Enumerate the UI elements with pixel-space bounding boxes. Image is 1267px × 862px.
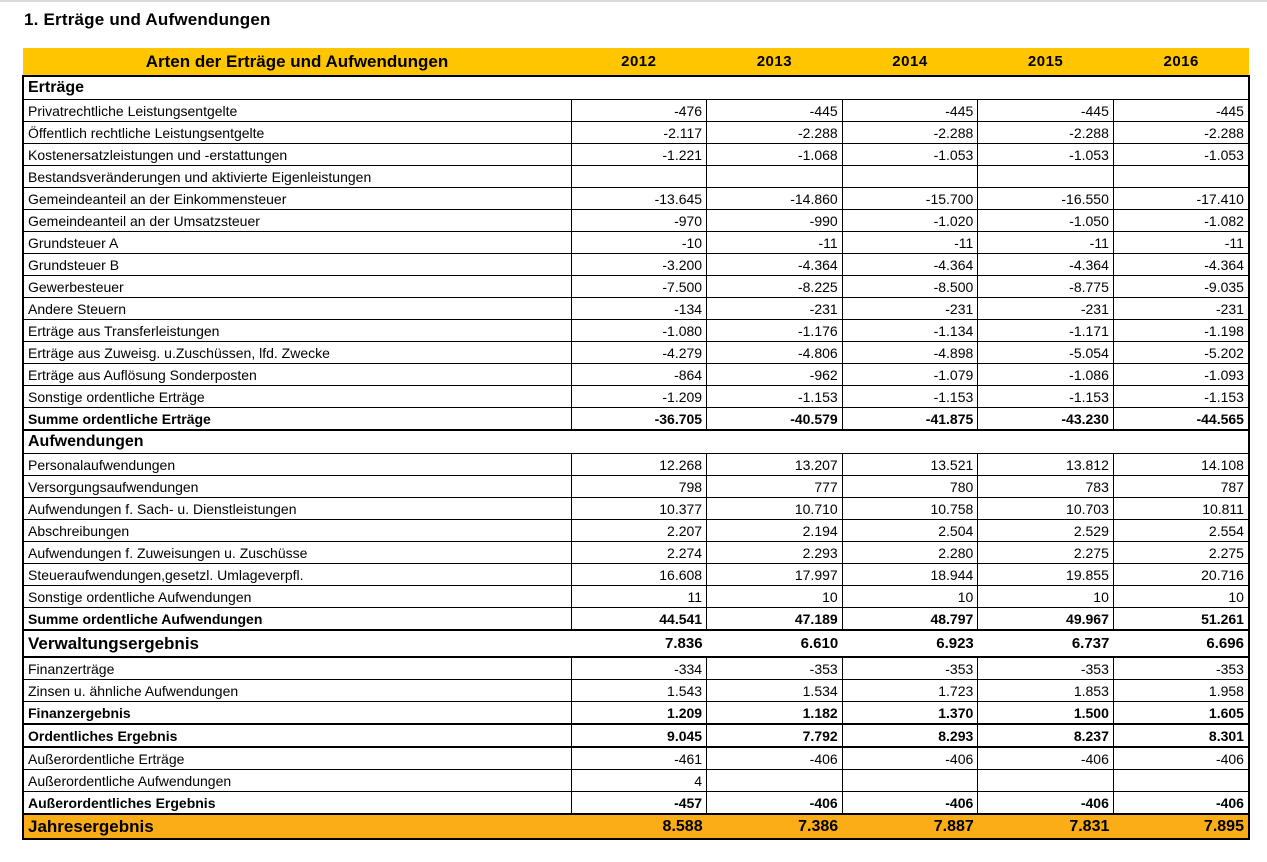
row-label: Gemeindeanteil an der Umsatzsteuer xyxy=(23,210,571,232)
cell-value: 10.710 xyxy=(707,498,843,520)
cell-value: -445 xyxy=(1113,100,1249,122)
year-column-header: 2016 xyxy=(1113,48,1249,76)
table-row xyxy=(23,476,1249,498)
cell-value: -457 xyxy=(571,792,707,815)
table-row xyxy=(23,724,1249,747)
cell-value: 780 xyxy=(842,476,978,498)
cell-value: -9.035 xyxy=(1113,276,1249,298)
row-label: Steueraufwendungen,gesetzl. Umlageverpfl. xyxy=(23,564,571,586)
table-row xyxy=(23,770,1249,792)
cell-value: -2.288 xyxy=(978,122,1114,144)
cell-value: 1.500 xyxy=(978,702,1114,725)
cell-value: -353 xyxy=(1113,657,1249,680)
cell-value: -231 xyxy=(1113,298,1249,320)
cell-value: -1.053 xyxy=(978,144,1114,166)
table-row xyxy=(23,144,1249,166)
row-label: Erträge aus Auflösung Sonderposten xyxy=(23,364,571,386)
row-label: Verwaltungsergebnis xyxy=(23,630,571,657)
cell-value: 6.737 xyxy=(978,630,1114,657)
cell-value: 783 xyxy=(978,476,1114,498)
cell-value xyxy=(571,166,707,188)
cell-value: -334 xyxy=(571,657,707,680)
cell-value: 16.608 xyxy=(571,564,707,586)
table-row xyxy=(23,498,1249,520)
cell-value: 777 xyxy=(707,476,843,498)
cell-value: 8.237 xyxy=(978,724,1114,747)
cell-value: -5.202 xyxy=(1113,342,1249,364)
row-label: Finanzergebnis xyxy=(23,702,571,725)
cell-value: -44.565 xyxy=(1113,408,1249,431)
table-row xyxy=(23,657,1249,680)
cell-value: -406 xyxy=(842,747,978,770)
cell-value: 1.723 xyxy=(842,680,978,702)
cell-value: 2.280 xyxy=(842,542,978,564)
cell-value: -4.364 xyxy=(978,254,1114,276)
cell-value: -17.410 xyxy=(1113,188,1249,210)
table-body xyxy=(23,76,1249,839)
cell-value xyxy=(842,166,978,188)
row-label: Gemeindeanteil an der Einkommensteuer xyxy=(23,188,571,210)
cell-value: 6.696 xyxy=(1113,630,1249,657)
cell-value: 2.275 xyxy=(978,542,1114,564)
table-row xyxy=(23,298,1249,320)
cell-value: 13.521 xyxy=(842,454,978,476)
row-label: Aufwendungen f. Zuweisungen u. Zuschüsse xyxy=(23,542,571,564)
row-label: Andere Steuern xyxy=(23,298,571,320)
year-column-header: 2013 xyxy=(707,48,843,76)
cell-value: 13.812 xyxy=(978,454,1114,476)
row-label: Jahresergebnis xyxy=(23,814,571,839)
row-label: Abschreibungen xyxy=(23,520,571,542)
row-label: Personalaufwendungen xyxy=(23,454,571,476)
cell-value: -8.225 xyxy=(707,276,843,298)
table-row xyxy=(23,232,1249,254)
cell-value: 20.716 xyxy=(1113,564,1249,586)
cell-value: -1.198 xyxy=(1113,320,1249,342)
cell-value: -1.093 xyxy=(1113,364,1249,386)
table-row xyxy=(23,276,1249,298)
cell-value: -445 xyxy=(978,100,1114,122)
table-row xyxy=(23,386,1249,408)
cell-value xyxy=(842,770,978,792)
row-label: Versorgungsaufwendungen xyxy=(23,476,571,498)
cell-value: 787 xyxy=(1113,476,1249,498)
cell-value: -1.086 xyxy=(978,364,1114,386)
cell-value: -10 xyxy=(571,232,707,254)
table-row xyxy=(23,210,1249,232)
row-label: Sonstige ordentliche Erträge xyxy=(23,386,571,408)
row-label: Gewerbesteuer xyxy=(23,276,571,298)
table-row xyxy=(23,564,1249,586)
cell-value: -1.020 xyxy=(842,210,978,232)
cell-value: -2.288 xyxy=(1113,122,1249,144)
cell-value: -1.068 xyxy=(707,144,843,166)
cell-value xyxy=(978,770,1114,792)
cell-value: -4.279 xyxy=(571,342,707,364)
cell-value: 7.792 xyxy=(707,724,843,747)
cell-value: 7.895 xyxy=(1113,814,1249,839)
cell-value: 1.853 xyxy=(978,680,1114,702)
year-column-header: 2012 xyxy=(571,48,707,76)
cell-value: -1.221 xyxy=(571,144,707,166)
cell-value: 8.588 xyxy=(571,814,707,839)
table-row xyxy=(23,254,1249,276)
cell-value: -1.079 xyxy=(842,364,978,386)
cell-value: -962 xyxy=(707,364,843,386)
cell-value: 44.541 xyxy=(571,608,707,631)
table-row xyxy=(23,702,1249,725)
cell-value xyxy=(707,770,843,792)
cell-value: -353 xyxy=(978,657,1114,680)
cell-value: 18.944 xyxy=(842,564,978,586)
row-label: Grundsteuer A xyxy=(23,232,571,254)
table-row xyxy=(23,542,1249,564)
cell-value: 17.997 xyxy=(707,564,843,586)
cell-value: -353 xyxy=(707,657,843,680)
cell-value: 8.293 xyxy=(842,724,978,747)
cell-value: -41.875 xyxy=(842,408,978,431)
row-label: Privatrechtliche Leistungsentgelte xyxy=(23,100,571,122)
cell-value: -11 xyxy=(842,232,978,254)
cell-value: -445 xyxy=(707,100,843,122)
table-header-row xyxy=(23,48,1249,76)
cell-value: 798 xyxy=(571,476,707,498)
table-row xyxy=(23,454,1249,476)
cell-value: 1.605 xyxy=(1113,702,1249,725)
cell-value: -3.200 xyxy=(571,254,707,276)
cell-value: 1.534 xyxy=(707,680,843,702)
row-label: Außerordentliche Erträge xyxy=(23,747,571,770)
cell-value: -4.898 xyxy=(842,342,978,364)
cell-value xyxy=(707,166,843,188)
row-label: Zinsen u. ähnliche Aufwendungen xyxy=(23,680,571,702)
row-label: Außerordentliche Aufwendungen xyxy=(23,770,571,792)
cell-value: -4.364 xyxy=(707,254,843,276)
section-label: Erträge xyxy=(23,76,1249,100)
cell-value xyxy=(1113,166,1249,188)
cell-value: -14.860 xyxy=(707,188,843,210)
cell-value: -13.645 xyxy=(571,188,707,210)
cell-value: 11 xyxy=(571,586,707,608)
cell-value: -2.288 xyxy=(707,122,843,144)
cell-value: 10.703 xyxy=(978,498,1114,520)
cell-value: -11 xyxy=(707,232,843,254)
cell-value: -2.117 xyxy=(571,122,707,144)
cell-value: 4 xyxy=(571,770,707,792)
cell-value: 1.958 xyxy=(1113,680,1249,702)
cell-value: -990 xyxy=(707,210,843,232)
year-column-header: 2015 xyxy=(978,48,1114,76)
cell-value: 10 xyxy=(842,586,978,608)
row-label: Bestandsveränderungen und aktivierte Eigenleistungen xyxy=(23,166,571,188)
cell-value: -353 xyxy=(842,657,978,680)
table-row xyxy=(23,680,1249,702)
cell-value: -1.053 xyxy=(842,144,978,166)
cell-value: 7.386 xyxy=(707,814,843,839)
cell-value: -864 xyxy=(571,364,707,386)
cell-value: -231 xyxy=(707,298,843,320)
cell-value: -445 xyxy=(842,100,978,122)
cell-value: 10 xyxy=(1113,586,1249,608)
cell-value xyxy=(978,166,1114,188)
cell-value: -231 xyxy=(978,298,1114,320)
cell-value: 10.377 xyxy=(571,498,707,520)
cell-value: 1.182 xyxy=(707,702,843,725)
cell-value: -1.176 xyxy=(707,320,843,342)
cell-value: 2.293 xyxy=(707,542,843,564)
page-title: 1. Erträge und Aufwendungen xyxy=(24,10,271,29)
cell-value: 51.261 xyxy=(1113,608,1249,631)
row-label: Summe ordentliche Aufwendungen xyxy=(23,608,571,631)
table-row xyxy=(23,586,1249,608)
cell-value: -16.550 xyxy=(978,188,1114,210)
cell-value: 49.967 xyxy=(978,608,1114,631)
row-label: Grundsteuer B xyxy=(23,254,571,276)
table-row xyxy=(23,122,1249,144)
cell-value: -7.500 xyxy=(571,276,707,298)
cell-value: -4.364 xyxy=(842,254,978,276)
cell-value: 8.301 xyxy=(1113,724,1249,747)
cell-value: -1.209 xyxy=(571,386,707,408)
cell-value: -1.153 xyxy=(978,386,1114,408)
cell-value: -1.153 xyxy=(1113,386,1249,408)
cell-value: 6.610 xyxy=(707,630,843,657)
cell-value: -406 xyxy=(978,792,1114,815)
cell-value: 48.797 xyxy=(842,608,978,631)
cell-value: 1.543 xyxy=(571,680,707,702)
cell-value: 2.275 xyxy=(1113,542,1249,564)
cell-value: 10.811 xyxy=(1113,498,1249,520)
cell-value: 10 xyxy=(978,586,1114,608)
section-header-row xyxy=(23,430,1249,454)
cell-value: -8.500 xyxy=(842,276,978,298)
year-column-header: 2014 xyxy=(842,48,978,76)
cell-value: -406 xyxy=(707,792,843,815)
cell-value: 10.758 xyxy=(842,498,978,520)
table-row xyxy=(23,408,1249,431)
row-label: Erträge aus Zuweisg. u.Zuschüssen, lfd. Zwecke xyxy=(23,342,571,364)
cell-value: -231 xyxy=(842,298,978,320)
cell-value: -1.053 xyxy=(1113,144,1249,166)
cell-value: -1.153 xyxy=(707,386,843,408)
cell-value: 2.194 xyxy=(707,520,843,542)
cell-value: -970 xyxy=(571,210,707,232)
row-label: Aufwendungen f. Sach- u. Dienstleistungen xyxy=(23,498,571,520)
table-row xyxy=(23,342,1249,364)
cell-value: -4.806 xyxy=(707,342,843,364)
table-row xyxy=(23,320,1249,342)
cell-value: 7.836 xyxy=(571,630,707,657)
cell-value: -406 xyxy=(978,747,1114,770)
cell-value: 1.370 xyxy=(842,702,978,725)
cell-value: 12.268 xyxy=(571,454,707,476)
cell-value: -5.054 xyxy=(978,342,1114,364)
cell-value: 2.207 xyxy=(571,520,707,542)
cell-value xyxy=(1113,770,1249,792)
cell-value: -476 xyxy=(571,100,707,122)
row-label: Finanzerträge xyxy=(23,657,571,680)
cell-value: -1.171 xyxy=(978,320,1114,342)
cell-value: -11 xyxy=(978,232,1114,254)
table-header-title: Arten der Erträge und Aufwendungen xyxy=(23,48,571,76)
cell-value: 10 xyxy=(707,586,843,608)
cell-value: -406 xyxy=(1113,747,1249,770)
cell-value: 13.207 xyxy=(707,454,843,476)
table-row xyxy=(23,166,1249,188)
cell-value: -1.050 xyxy=(978,210,1114,232)
table-row xyxy=(23,608,1249,631)
cell-value: 19.855 xyxy=(978,564,1114,586)
cell-value: 2.274 xyxy=(571,542,707,564)
table-row xyxy=(23,100,1249,122)
cell-value: -2.288 xyxy=(842,122,978,144)
cell-value: -406 xyxy=(842,792,978,815)
cell-value: 2.529 xyxy=(978,520,1114,542)
row-label: Außerordentliches Ergebnis xyxy=(23,792,571,815)
cell-value: 14.108 xyxy=(1113,454,1249,476)
cell-value: 1.209 xyxy=(571,702,707,725)
cell-value: -1.134 xyxy=(842,320,978,342)
table-row xyxy=(23,520,1249,542)
cell-value: 2.554 xyxy=(1113,520,1249,542)
row-label: Summe ordentliche Erträge xyxy=(23,408,571,431)
table-row xyxy=(23,364,1249,386)
cell-value: 6.923 xyxy=(842,630,978,657)
cell-value: 9.045 xyxy=(571,724,707,747)
section-header-row xyxy=(23,76,1249,100)
cell-value: -15.700 xyxy=(842,188,978,210)
cell-value: 7.831 xyxy=(978,814,1114,839)
cell-value: -36.705 xyxy=(571,408,707,431)
cell-value: -1.080 xyxy=(571,320,707,342)
cell-value: -134 xyxy=(571,298,707,320)
row-label: Erträge aus Transferleistungen xyxy=(23,320,571,342)
table-row xyxy=(23,188,1249,210)
cell-value: -1.153 xyxy=(842,386,978,408)
income-expense-table xyxy=(22,48,1250,840)
cell-value: -4.364 xyxy=(1113,254,1249,276)
cell-value: 2.504 xyxy=(842,520,978,542)
cell-value: -11 xyxy=(1113,232,1249,254)
cell-value: 7.887 xyxy=(842,814,978,839)
cell-value: -40.579 xyxy=(707,408,843,431)
table-row xyxy=(23,792,1249,815)
income-expense-table-container xyxy=(22,48,1248,840)
cell-value: -8.775 xyxy=(978,276,1114,298)
cell-value: -406 xyxy=(1113,792,1249,815)
cell-value: -43.230 xyxy=(978,408,1114,431)
table-row xyxy=(23,747,1249,770)
cell-value: -1.082 xyxy=(1113,210,1249,232)
section-label: Aufwendungen xyxy=(23,430,1249,454)
cell-value: -406 xyxy=(707,747,843,770)
row-label: Sonstige ordentliche Aufwendungen xyxy=(23,586,571,608)
cell-value: -461 xyxy=(571,747,707,770)
table-row xyxy=(23,630,1249,657)
cell-value: 47.189 xyxy=(707,608,843,631)
row-label: Öffentlich rechtliche Leistungsentgelte xyxy=(23,122,571,144)
row-label: Kostenersatzleistungen und -erstattungen xyxy=(23,144,571,166)
table-row xyxy=(23,814,1249,839)
row-label: Ordentliches Ergebnis xyxy=(23,724,571,747)
